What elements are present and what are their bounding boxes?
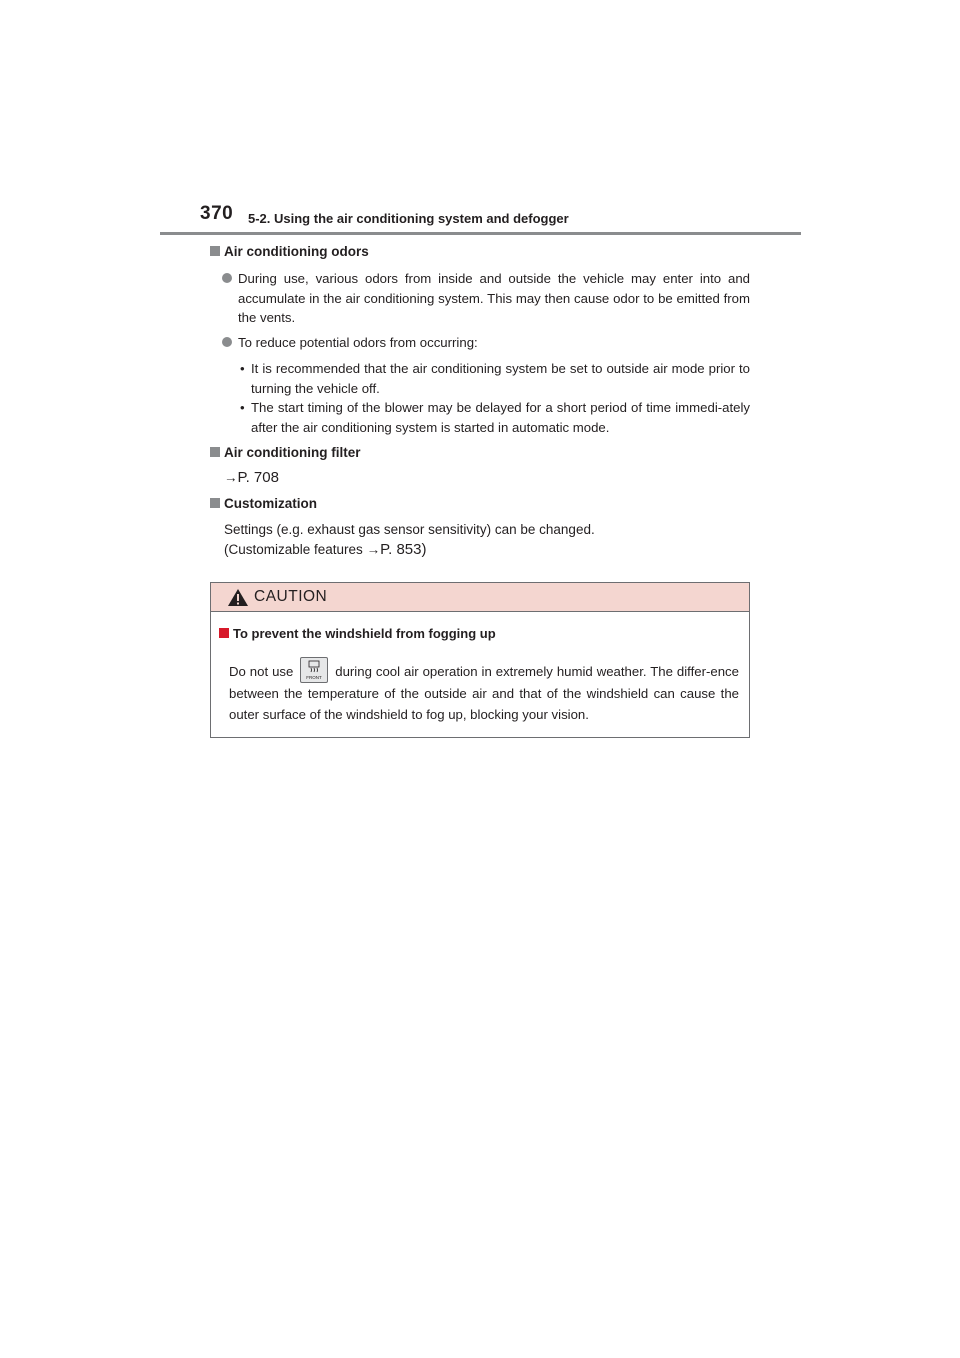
sub-item-1: • It is recommended that the air conditioning system be set to outside air mode prior to turning the vehicle off. <box>240 361 750 396</box>
heading-odors: Air conditioning odors <box>210 243 369 261</box>
caution-heading-marker <box>219 628 229 638</box>
header-rule <box>160 232 801 235</box>
heading-marker <box>210 447 220 457</box>
caution-text: Do not use FRONT during cool air operation in extremely humid weather. The differ-ence between the temperature of the outside air and that of the windshield can cause the outer surface of the windshield to fog up, blocking your vision. <box>229 657 739 725</box>
caution-heading: To prevent the windshield from fogging up <box>219 626 496 641</box>
heading-marker <box>210 498 220 508</box>
heading-customization: Customization <box>210 495 317 513</box>
filter-reference[interactable]: →P. 708 <box>224 469 279 486</box>
customization-text: Settings (e.g. exhaust gas sensor sensitivity) can be changed. <box>224 522 595 537</box>
front-defogger-icon <box>300 657 328 683</box>
page-number: 370 <box>200 203 234 224</box>
bullet-dot <box>222 337 232 347</box>
caution-box <box>210 582 750 738</box>
customization-reference[interactable]: (Customizable features →P. 853) <box>224 541 427 558</box>
bullet-dot <box>222 273 232 283</box>
warning-triangle-icon <box>227 588 249 607</box>
bullet-odors-1: During use, various odors from inside and outside the vehicle may enter into and accumulate in the air conditioning system. This may then cause odor to be emitted from the vents. <box>222 269 750 328</box>
section-title: 5-2. Using the air conditioning system and defogger <box>248 211 569 226</box>
svg-text:FRONT: FRONT <box>306 675 323 680</box>
bullet-odors-2: To reduce potential odors from occurring: <box>222 333 750 353</box>
sub-item-2: • The start timing of the blower may be delayed for a short period of time immedi-ately after the air conditioning system is started in automatic mode. <box>240 400 750 435</box>
heading-filter: Air conditioning filter <box>210 444 361 462</box>
caution-header <box>211 583 749 612</box>
heading-marker <box>210 246 220 256</box>
caution-label: CAUTION <box>254 588 328 605</box>
